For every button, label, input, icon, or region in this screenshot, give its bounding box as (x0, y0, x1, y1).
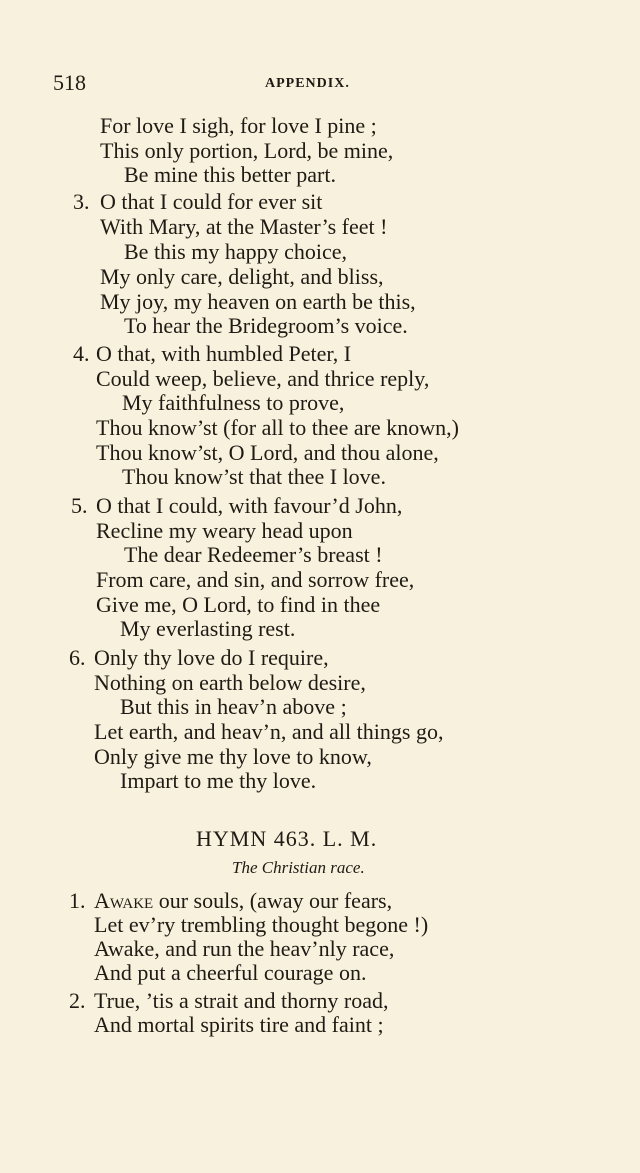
verse-line: My only care, delight, and bliss, (100, 264, 384, 289)
verse-line: With Mary, at the Master’s feet ! (100, 214, 388, 239)
verse-line: O that I could, with favour’d John, (96, 493, 403, 518)
verse-line: Let ev’ry trembling thought begone !) (94, 912, 429, 937)
verse-line: O that, with humbled Peter, I (96, 341, 352, 366)
verse-line: Only give me thy love to know, (94, 744, 372, 769)
verse-line (94, 889, 392, 913)
verse-line: Impart to me thy love. (120, 768, 317, 793)
verse-line: For love I sigh, for love I pine ; (100, 113, 377, 138)
hymn-title: HYMN 463. L. M. (196, 826, 378, 851)
verse-line: Let earth, and heav’n, and all things go, (94, 719, 444, 744)
stanza-number: 5. (71, 493, 88, 518)
stanza-number: 4. (73, 341, 90, 366)
verse-line: Recline my weary head upon (96, 518, 353, 543)
page-number: 518 (53, 70, 86, 95)
verse-line: Could weep, believe, and thrice reply, (96, 366, 430, 391)
verse-line: Be mine this better part. (124, 162, 336, 187)
stanza-number: 6. (69, 645, 86, 670)
verse-line: But this in heav’n above ; (120, 694, 347, 719)
first-word: Awake (94, 888, 154, 913)
verse-line: My faithfulness to prove, (122, 390, 345, 415)
verse-line: To hear the Bridegroom’s voice. (124, 313, 408, 338)
verse-line: O that I could for ever sit (100, 189, 323, 214)
verse-line: Thou know’st that thee I love. (122, 464, 386, 489)
verse-line: Be this my happy choice, (124, 239, 348, 264)
verse-line-rest: our souls, (away our fears, (153, 888, 393, 913)
running-title: APPENDIX. (265, 76, 350, 91)
stanza-number: 1. (69, 888, 86, 913)
verse-line: True, ’tis a strait and thorny road, (94, 988, 389, 1013)
verse-line: And mortal spirits tire and faint ; (94, 1012, 384, 1037)
verse-line: Only thy love do I require, (94, 645, 329, 670)
hymn-subtitle: The Christian race. (232, 858, 365, 877)
verse-line: Awake, and run the heav’nly race, (94, 936, 395, 961)
verse-line: Give me, O Lord, to find in thee (96, 592, 381, 617)
verse-line: And put a cheerful courage on. (94, 960, 367, 985)
stanza-number: 2. (69, 988, 86, 1013)
stanza-number: 3. (73, 189, 90, 214)
verse-line: My joy, my heaven on earth be this, (100, 289, 416, 314)
verse-line: Thou know’st, O Lord, and thou alone, (96, 440, 439, 465)
verse-line: From care, and sin, and sorrow free, (96, 567, 415, 592)
verse-line: My everlasting rest. (120, 616, 296, 641)
verse-line: Thou know’st (for all to thee are known,) (96, 415, 459, 440)
verse-line: Nothing on earth below desire, (94, 670, 366, 695)
verse-line: This only portion, Lord, be mine, (100, 138, 394, 163)
verse-line: The dear Redeemer’s breast ! (124, 542, 383, 567)
